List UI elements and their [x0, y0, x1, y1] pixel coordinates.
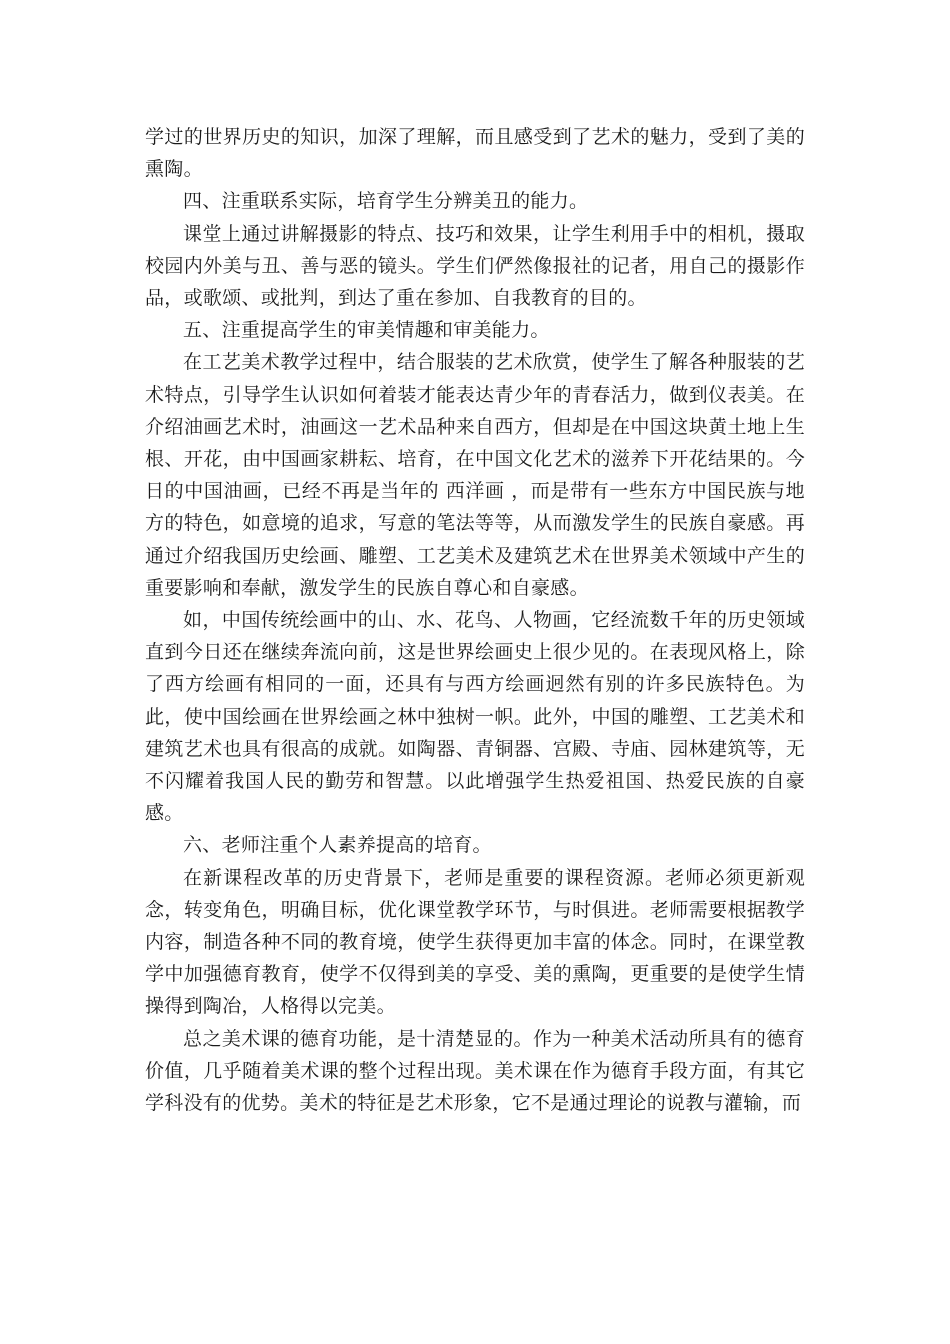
section-heading-6: 六、老师注重个人素养提高的培育。	[183, 834, 492, 857]
section-heading-4: 四、注重联系实际，培育学生分辨美丑的能力。	[183, 190, 589, 213]
document-page	[145, 121, 805, 1119]
paragraph: 在工艺美术教学过程中，结合服装的艺术欣赏，使学生了解各种服装的艺术特点，引导学生认识如何着装才能表达青少年的青春活力，做到仪表美。在介绍油画艺术时，油画这一艺术品种来自西方，但却是在中国这块黄土地上生根、开花，由中国画家耕耘、培育，在中国文化艺术的滋养下开花结果的。今日的中国油画，已经不再是当年的 西洋画 ，而是带有一些东方中国民族与地方的特色，如意境的追求，写意的笔法等等，从而激发学生的民族自豪感。再通过介绍我国历史绘画、雕塑、工艺美术及建筑艺术在世界美术领域中产生的重要影响和奉献，激发学生的民族自尊心和自豪感。	[145, 351, 805, 599]
paragraph-continued: 学过的世界历史的知识，加深了理解，而且感受到了艺术的魅力，受到了美的熏陶。	[145, 126, 805, 181]
paragraph: 在新课程改革的历史背景下，老师是重要的课程资源。老师必须更新观念，转变角色，明确目标，优化课堂教学环节，与时俱进。老师需要根据教学内容，制造各种不同的教育境，使学生获得更加丰富的体念。同时，在课堂教学中加强德育教育，使学不仅得到美的享受、美的熏陶，更重要的是使学生情操得到陶冶，人格得以完美。	[145, 866, 805, 1018]
section-heading-5: 五、注重提高学生的审美情趣和审美能力。	[183, 319, 550, 342]
paragraph: 如，中国传统绘画中的山、水、花鸟、人物画，它经流数千年的历史领域直到今日还在继续奔流向前，这是世界绘画史上很少见的。在表现风格上，除了西方绘画有相同的一面，还具有与西方绘画迥然有别的许多民族特色。为此，使中国绘画在世界绘画之林中独树一帜。此外，中国的雕塑、工艺美术和建筑艺术也具有很高的成就。如陶器、青铜器、宫殿、寺庙、园林建筑等，无不闪耀着我国人民的勤劳和智慧。以此增强学生热爱祖国、热爱民族的自豪感。	[145, 609, 805, 825]
paragraph: 总之美术课的德育功能，是十清楚显的。作为一种美术活动所具有的德育价值，几乎随着美术课的整个过程出现。美术课在作为德育手段方面，有其它学科没有的优势。美术的特征是艺术形象，它不是通过理论的说教与灌输，而	[145, 1027, 805, 1115]
paragraph: 课堂上通过讲解摄影的特点、技巧和效果，让学生利用手中的相机，摄取校园内外美与丑、善与恶的镜头。学生们俨然像报社的记者，用自己的摄影作品，或歌颂、或批判，到达了重在参加、自我教育的目的。	[145, 222, 805, 310]
